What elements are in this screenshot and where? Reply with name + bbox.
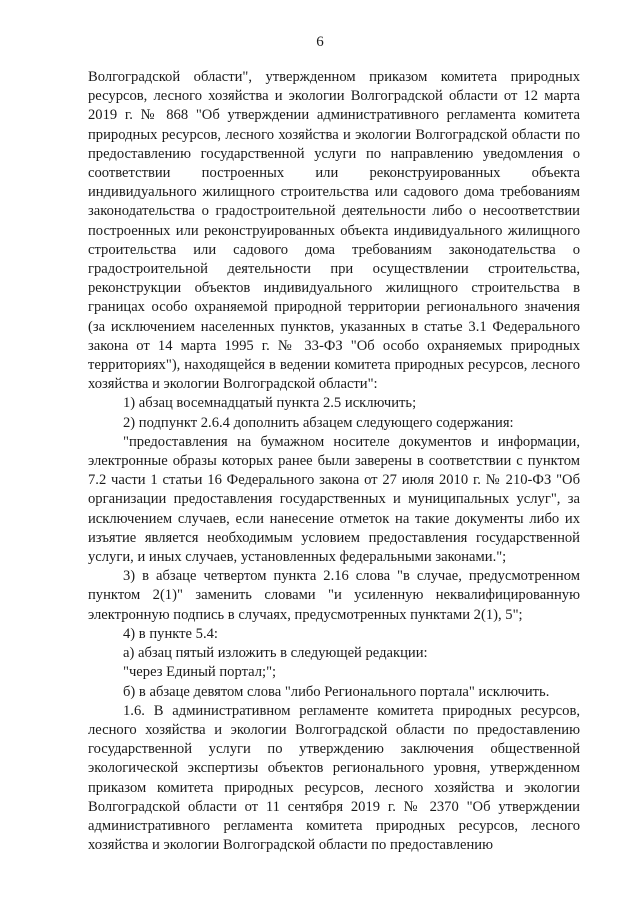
paragraph-subitem-b: б) в абзаце девятом слова "либо Регионального портала" исключить.	[123, 683, 550, 700]
paragraph-item-1: 1) абзац восемнадцатый пункта 2.5 исключить;	[123, 395, 417, 412]
page-number: 6	[316, 34, 324, 50]
paragraph-item-2: 2) подпункт 2.6.4 дополнить абзацем следующего содержания:	[123, 414, 514, 431]
paragraph-subitem-a: а) абзац пятый изложить в следующей редакции:	[123, 645, 428, 662]
paragraph-quoted-addition: "предоставления на бумажном носителе документов и информации, электронные образы которых ранее были заверены в соответствии с пунктом 7.2 части 1 статьи 16 Федерального закона от 27 июля 2010 г. № 210-ФЗ "Об организации предоставления государственных и муниципальных услуг", за исключением случаев, если нанесение отметок на такие документы либо их изъятие является необходимым условием предоставления государственной услуги, и иных случаев, установленных федеральными законами.";	[88, 433, 580, 566]
paragraph-continuation: Волгоградской области", утвержденном приказом комитета природных ресурсов, лесного хозяйства и экологии Волгоградской области от 12 марта 2019 г. № 868 "Об утверждении административного регламента комитета природных ресурсов, лесного хозяйства и экологии Волгоградской области по предоставлению государственной услуги по направлению уведомления о соответствии построенных или реконструированных объекта индивидуального жилищного строительства или садового дома требованиям законодательства о градостроительной деятельности либо о несоответствии построенных или реконструированных объекта индивидуального жилищного строительства или садового дома требованиям законодательства о градостроительной деятельности при осуществлении строительства, реконструкции объектов индивидуального жилищного строительства в границах особо охраняемой природной территории регионального значения (за исключением населенных пунктов, указанных в статье 3.1 Федерального закона от 14 марта 1995 г. № 33-ФЗ "Об особо охраняемых природных территориях"), находящейся в ведении комитета природных ресурсов, лесного хозяйства и экологии Волгоградской области":	[88, 69, 580, 393]
paragraph-item-3: 3) в абзаце четвертом пункта 2.16 слова "в случае, предусмотренном пунктом 2(1)" заменить словами "и усиленную неквалифицированную электронную подпись в случаях, предусмотренных пунктами 2(1), 5";	[88, 568, 580, 623]
paragraph-section-1-6: 1.6. В административном регламенте комитета природных ресурсов, лесного хозяйства и экологии Волгоградской области по предоставлению государственной услуги по утверждению заключения общественной экологической экспертизы объектов регионального уровня, утвержденном приказом комитета природных ресурсов, лесного хозяйства и экологии Волгоградской области от 11 сентября 2019 г. № 2370 "Об утверждении административного регламента комитета природных ресурсов, лесного хозяйства и экологии Волгоградской области по предоставлению	[88, 702, 580, 854]
document-body	[88, 68, 580, 855]
paragraph-quoted-portal: "через Единый портал;";	[123, 664, 277, 681]
paragraph-item-4: 4) в пункте 5.4:	[123, 625, 218, 642]
